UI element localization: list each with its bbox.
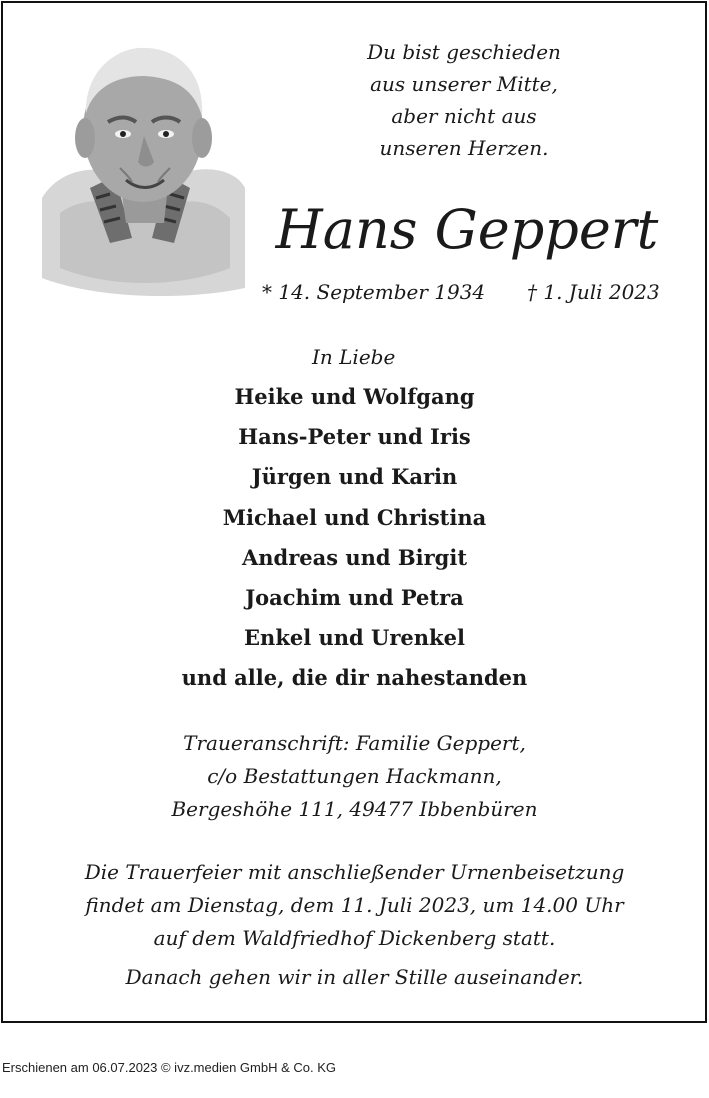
ceremony-line: Die Trauerfeier mit anschließender Urnenbeisetzung xyxy=(84,860,625,884)
memorial-quote xyxy=(330,36,598,164)
ceremony-info xyxy=(0,856,709,955)
mourner-name: Jürgen und Karin xyxy=(251,464,458,490)
mourner-name: und alle, die dir nahestanden xyxy=(181,665,528,691)
quote-line: unseren Herzen. xyxy=(379,136,549,160)
mourner-name: Heike und Wolfgang xyxy=(234,384,475,409)
publication-credit: Erschienen am 06.07.2023 © ivz.medien GmbH & Co. KG xyxy=(2,1060,337,1075)
mourner-name: Michael und Christina xyxy=(222,504,487,530)
mourning-address xyxy=(0,727,709,826)
address-line: Traueranschrift: Familie Geppert, xyxy=(183,731,526,755)
quote-line: aber nicht aus xyxy=(391,104,537,128)
ceremony-line: findet am Dienstag, dem 11. Juli 2023, um 14.00 Uhr xyxy=(85,893,624,917)
deceased-name: Hans Geppert xyxy=(275,198,659,261)
quote-line: Du bist geschieden xyxy=(367,40,561,64)
closing-line: Danach gehen wir in aller Stille auseinander. xyxy=(125,965,584,989)
mourner-name: Joachim und Petra xyxy=(245,585,464,611)
quote-line: aus unserer Mitte, xyxy=(370,72,558,96)
birth-date: * 14. September 1934 xyxy=(262,280,486,304)
mourner-name: Hans-Peter und Iris xyxy=(238,424,471,450)
address-line: c/o Bestattungen Hackmann, xyxy=(207,764,502,788)
mourners-list xyxy=(0,377,709,699)
ceremony-line: auf dem Waldfriedhof Dickenberg statt. xyxy=(153,926,556,950)
mourners-intro: In Liebe xyxy=(312,345,396,369)
mourner-name: Andreas und Birgit xyxy=(241,544,468,570)
death-date: † 1. Juli 2023 xyxy=(527,280,660,304)
mourner-name: Enkel und Urenkel xyxy=(244,625,465,651)
portrait-photo-icon xyxy=(40,38,246,300)
address-line: Bergeshöhe 111, 49477 Ibbenbüren xyxy=(171,797,538,821)
